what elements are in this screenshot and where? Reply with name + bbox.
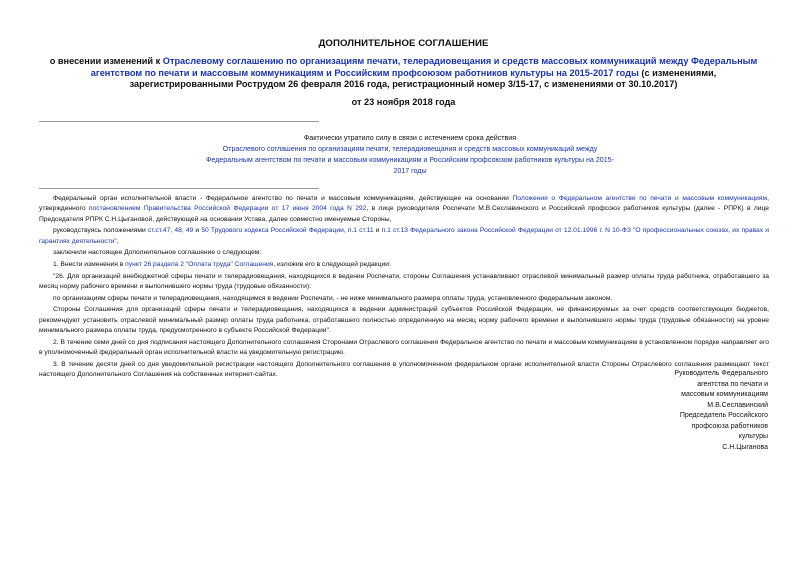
status-note (200, 133, 620, 177)
divider-top (39, 121, 319, 122)
subtitle-suffix: (с изменениями, зарегистрированными Рострудом 26 февраля 2016 года, регистрационный номер 3/15-17, с изменениями от 30.10.2017) (129, 67, 717, 90)
divider-bottom (39, 188, 319, 189)
document-title: ДОПОЛНИТЕЛЬНОЕ СОГЛАШЕНИЕ (318, 38, 489, 49)
link-art-11[interactable]: п.1 ст.11 (347, 227, 374, 235)
link-federal-law[interactable]: п.1 ст.13 Федерального закона Российской Федерации от 12.01.1996 г. N 10-ФЗ "О профессиональных союзах, их правах и гарантиях деятельности" (39, 227, 770, 245)
paragraph-parties: Федеральный орган исполнительной власти - Федеральное агентство по печати и массовым коммуникациям, действующее на основании Положения о Федеральном агентстве по печати и массовым коммуникациям, утвержденного постановлением Правительства Российской Федерации от 17 июня 2004 года N 292, в лице руководителя Роспечати М.В.Сеславинского и Российский профсоюз работников культуры (далее - РПРК) в лице Председателя РПРК С.Н.Цыгановой, действующей на основании Устава, далее совместно именуемые Стороны, (39, 195, 769, 223)
paragraph-concluded: заключили настоящее Дополнительное соглашение о следующем: (53, 249, 262, 257)
signature-block (610, 369, 768, 453)
document-date: от 23 ноября 2018 года (351, 97, 456, 107)
signature-line: Руководитель Федерального (674, 370, 768, 377)
link-articles[interactable]: ст.ст.47, 48, 49 (147, 227, 194, 235)
paragraph-item-3: 3. В течение десяти дней со дня уведомительной регистрации настоящего Дополнительного соглашения в уполномоченном федеральном органе исполнительной власти Стороны Отраслевого соглашения размещают текст настоящего Дополнительного Соглашения на собственных интернет-сайтах. (39, 360, 769, 378)
subtitle-prefix: о внесении изменений к (49, 56, 163, 66)
paragraph-item-2: 2. В течение семи дней со дня подписания настоящего Дополнительного соглашения Сторонами Отраслевого соглашения Федеральное агентство по печати и массовым коммуникациям в установленном порядке направляет его в уполномоченный федеральный орган исполнительной власти на уведомительную регистрацию. (39, 338, 769, 356)
paragraph-item-1: 1. Внести изменения в пункт 26 раздела 2 "Оплата труда" Соглашения, изложив его в следующей редакции: (53, 261, 391, 268)
paragraph-clause-26: "26. Для организаций внебюджетной сферы печати и телерадиовещания, находящихся в ведении Роспечати, стороны Соглашения устанавливают отраслевой минимальный размер оплаты труда работника, отработавшего за месяц норму рабочего времени и выполнившего нормы труда (трудовые обязанности): (39, 272, 769, 290)
document-subtitle (46, 56, 761, 91)
paragraph-legal-basis: руководствуясь положениями ст.ст.47, 48, 49 и 50 Трудового кодекса Российской Федерации, п.1 ст.11 и п.1 ст.13 Федерального закона Российской Федерации от 12.01.1996 г. N 10-ФЗ "О профессиональных союзах, их правах и гарантиях деятельности", (39, 227, 770, 245)
signature-line: Председатель Российского (679, 412, 768, 419)
status-note-text: Фактически утратило силу в связи с истечением срока действия (303, 134, 517, 142)
signature-line: профсоюза работников (691, 422, 768, 430)
signature-line: культуры (738, 433, 768, 440)
link-decree[interactable]: постановлением Правительства Российской Федерации от 17 июня 2004 года N 292 (88, 205, 367, 213)
paragraph-regional-orgs: Стороны Соглашения для организаций сферы печати и телерадиовещания, находящихся в ведении администраций субъектов Российской Федерации, не финансируемых за счет средств соответствующих бюджетов, рекомендуют установить отраслевой минимальный размер оплаты труда работника, отработавшего полностью определенную на месяц норму рабочего времени и выполнившего нормы труда (трудовые обязанности) на уровне минимального размера оплаты труда, предусмотренного в субъекте Российской Федерации". (39, 306, 769, 334)
paragraph-press-orgs: по организациям сферы печати и телерадиовещания, находящимся в ведении Роспечати, - не ниже минимального размера оплаты труда, установленного федеральным законом. (53, 294, 613, 302)
signature-line: С.Н.Цыганова (722, 443, 768, 451)
signature-line: массовым коммуникациям (681, 391, 768, 398)
signature-line: агентства по печати и (697, 380, 768, 388)
status-note-link[interactable]: Отраслевого соглашения по организациям печати, телерадиовещания и средств массовых коммуникаций между Федеральным агентством по печати и массовым коммуникациям и Российским профсоюзом работников культуры на 2015-2017 годы (205, 144, 614, 175)
link-regulation[interactable]: Положения о Федеральном агентстве по печати и массовым коммуникациям (512, 195, 768, 202)
agreement-link[interactable]: Отраслевому соглашению по организациям печати, телерадиовещания и средств массовых коммуникаций между Федеральным агентством по печати и массовым коммуникациям и Российским профсоюзом работников культуры на 2015-2017 годы (90, 56, 758, 78)
link-labor-code[interactable]: 50 Трудового кодекса Российской Федерации (201, 227, 344, 235)
signature-line: М.В.Сеславинский (707, 401, 768, 409)
document-body (39, 194, 769, 382)
link-clause-26[interactable]: пункт 26 раздела 2 "Оплата труда" Соглашения (125, 261, 274, 268)
